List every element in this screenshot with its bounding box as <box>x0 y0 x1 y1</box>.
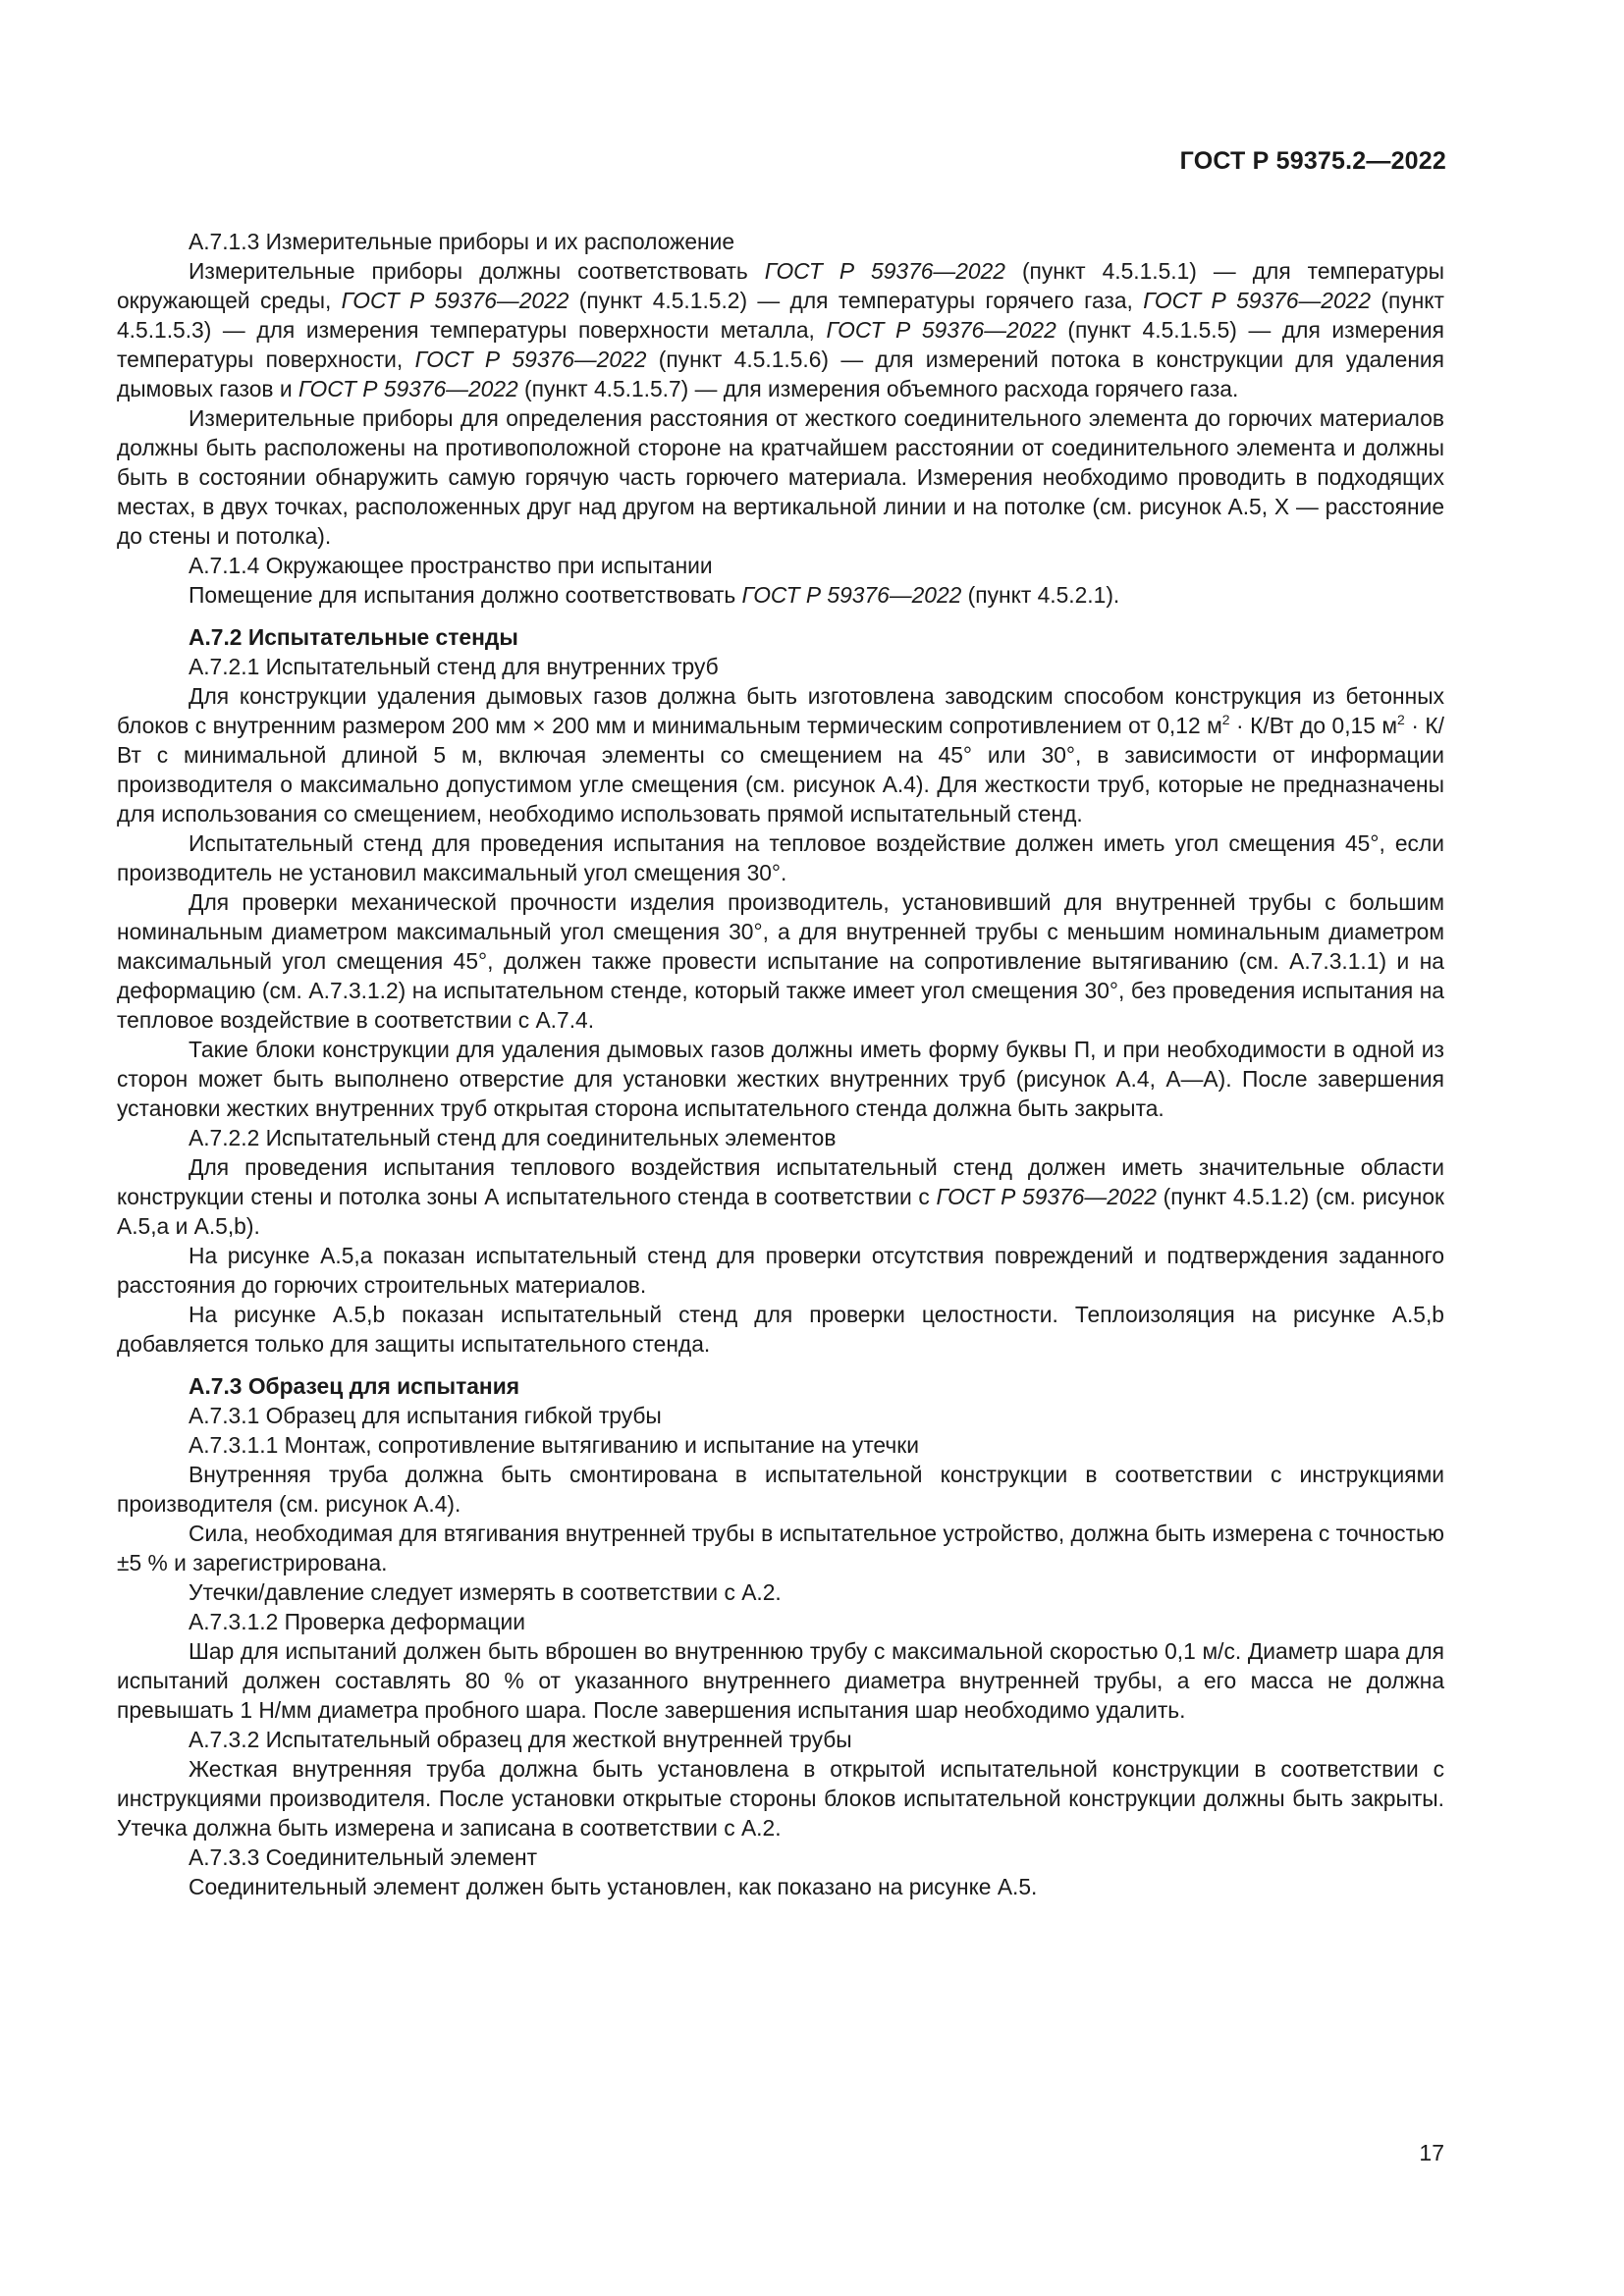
standard-reference: ГОСТ Р 59376—2022 <box>1143 288 1372 313</box>
standard-reference: ГОСТ Р 59376—2022 <box>764 258 1005 284</box>
paragraph <box>117 1577 1444 1607</box>
text-run: А.7.2 Испытательные стенды <box>189 624 518 650</box>
text-run: Жесткая внутренняя труба должна быть установлена в открытой испытательной конструкции в соответствии с инструкциями производителя. После установки открытые стороны блоков испытательной конструкции должны быть закрыты. Утечка должна быть измерена и записана в соответствии с А.2. <box>117 1756 1444 1841</box>
standard-reference: ГОСТ Р 59376—2022 <box>741 582 962 608</box>
text-run: На рисунке А.5,b показан испытательный стенд для проверки целостности. Теплоизоляция на рисунке А.5,b добавляется только для защиты испытательного стенда. <box>117 1302 1444 1357</box>
paragraph <box>117 1430 1444 1460</box>
standard-reference: ГОСТ Р 59376—2022 <box>414 347 647 372</box>
text-run: А.7.2.2 Испытательный стенд для соединительных элементов <box>189 1125 837 1150</box>
text-run: А.7.1.4 Окружающее пространство при испытании <box>189 553 713 578</box>
text-run: · К/Вт с минимальной длиной 5 м, включая элементы со смещением на 45° или 30°, в зависимости от информации производителя о максимально допустимом угле смещения (см. рисунок А.4). Для жесткости труб, которые не предназначены для использования со смещением, необходимо использовать прямой испытательный стенд. <box>117 713 1444 827</box>
standard-reference: ГОСТ Р 59376—2022 <box>936 1184 1157 1209</box>
text-run: · К/Вт до 0,15 м <box>1229 713 1398 738</box>
paragraph <box>117 551 1444 580</box>
text-run: Для конструкции удаления дымовых газов должна быть изготовлена заводским способом конструкция из бетонных блоков с внутренним размером 200 мм × 200 мм и минимальным термическим сопротивлением от 0,12 м <box>117 683 1444 738</box>
text-run: На рисунке А.5,а показан испытательный стенд для проверки отсутствия повреждений и подтверждения заданного расстояния до горючих строительных материалов. <box>117 1243 1444 1298</box>
paragraph <box>117 1607 1444 1636</box>
text-run: (пункт 4.5.1.5.5) — для измерения температуры поверхности, <box>117 317 1444 372</box>
paragraph <box>117 652 1444 681</box>
text-run: А.7.3.1.2 Проверка деформации <box>189 1609 525 1634</box>
section-heading <box>117 1371 1444 1401</box>
paragraph <box>117 1519 1444 1577</box>
paragraph <box>117 681 1444 828</box>
document-body <box>117 227 1444 1901</box>
paragraph <box>117 1754 1444 1842</box>
paragraph <box>117 887 1444 1035</box>
standard-reference: ГОСТ Р 59376—2022 <box>826 317 1056 343</box>
paragraph <box>117 227 1444 256</box>
text-run: А.7.1.3 Измерительные приборы и их расположение <box>189 229 735 254</box>
standard-reference: ГОСТ Р 59376—2022 <box>298 376 518 401</box>
text-run: (пункт 4.5.1.2) (см. рисунок А.5,а и А.5,b). <box>117 1184 1445 1239</box>
paragraph <box>117 1401 1444 1430</box>
text-run: А.7.2.1 Испытательный стенд для внутренних труб <box>189 654 719 679</box>
text-run: Для проверки механической прочности изделия производитель, установивший для внутренней трубы с большим номинальным диаметром максимальный угол смещения 30°, а для внутренней трубы с меньшим номинальным диаметром максимальный угол смещения 45°, должен также провести испытание на сопротивление вытягиванию (см. А.7.3.1.1) и на деформацию (см. А.7.3.1.2) на испытательном стенде, который также имеет угол смещения 30°, без проведения испытания на тепловое воздействие в соответствии с А.7.4. <box>117 889 1444 1033</box>
paragraph <box>117 1460 1444 1519</box>
text-run: (пункт 4.5.1.5.6) — для измерений потока в конструкции для удаления дымовых газов и <box>117 347 1444 401</box>
paragraph <box>117 1241 1444 1300</box>
text-run: А.7.3.1.1 Монтаж, сопротивление вытягиванию и испытание на утечки <box>189 1432 919 1458</box>
text-run: Шар для испытаний должен быть вброшен во внутреннюю трубу с максимальной скоростью 0,1 м/с. Диаметр шара для испытаний должен составлять 80 % от указанного внутреннего диаметра внутренней трубы, а его масса не должна превышать 1 Н/мм диаметра пробного шара. После завершения испытания шар необходимо удалить. <box>117 1638 1444 1723</box>
paragraph <box>117 1872 1444 1901</box>
paragraph <box>117 1725 1444 1754</box>
paragraph <box>117 1636 1444 1725</box>
text-run: Сила, необходимая для втягивания внутренней трубы в испытательное устройство, должна быть измерена с точностью ±5 % и зарегистрирована. <box>117 1521 1444 1575</box>
text-run: Внутренняя труба должна быть смонтирована в испытательной конструкции в соответствии с инструкциями производителя (см. рисунок А.4). <box>117 1462 1444 1517</box>
paragraph <box>117 1123 1444 1152</box>
text-run: Измерительные приборы должны соответствовать <box>189 258 765 284</box>
text-run: Такие блоки конструкции для удаления дымовых газов должны иметь форму буквы П, и при необходимости в одной из сторон может быть выполнено отверстие для установки жестких внутренних труб (рисунок А.4, А—А). После завершения установки жестких внутренних труб открытая сторона испытательного стенда должна быть закрыта. <box>117 1037 1444 1121</box>
text-run: Соединительный элемент должен быть установлен, как показано на рисунке А.5. <box>189 1874 1038 1899</box>
paragraph <box>117 403 1444 551</box>
paragraph <box>117 1035 1444 1123</box>
text-run: (пункт 4.5.2.1). <box>961 582 1120 608</box>
text-run: (пункт 4.5.1.5.7) — для измерения объемного расхода горячего газа. <box>517 376 1239 401</box>
page-number: 17 <box>1419 2140 1444 2165</box>
paragraph <box>117 1152 1444 1241</box>
text-run: А.7.3.1 Образец для испытания гибкой трубы <box>189 1403 662 1428</box>
text-run: (пункт 4.5.1.5.3) — для измерения температуры поверхности металла, <box>117 288 1444 343</box>
paragraph <box>117 1842 1444 1872</box>
text-run: А.7.3.2 Испытательный образец для жесткой внутренней трубы <box>189 1727 852 1752</box>
paragraph <box>117 580 1444 610</box>
text-run: Утечки/давление следует измерять в соответствии с А.2. <box>189 1579 782 1605</box>
superscript: 2 <box>1397 712 1405 727</box>
text-run: Для проведения испытания теплового воздействия испытательный стенд должен иметь значительные области конструкции стены и потолка зоны А испытательного стенда в соответствии с <box>117 1154 1444 1209</box>
document-code-header: ГОСТ Р 59375.2—2022 <box>1179 147 1446 175</box>
text-run: Измерительные приборы для определения расстояния от жесткого соединительного элемента до горючих материалов должны быть расположены на противоположной стороне на кратчайшем расстоянии от соединительного элемента и должны быть в состоянии обнаружить самую горячую часть горючего материала. Измерения необходимо проводить в подходящих местах, в двух точках, расположенных друг над другом на вертикальной линии и на потолке (см. рисунок А.5, X — расстояние до стены и потолка). <box>117 405 1444 549</box>
text-run: А.7.3 Образец для испытания <box>189 1373 520 1399</box>
superscript: 2 <box>1221 712 1230 727</box>
text-run: (пункт 4.5.1.5.2) — для температуры горячего газа, <box>568 288 1144 313</box>
paragraph <box>117 1300 1444 1359</box>
text-run: Помещение для испытания должно соответствовать <box>189 582 742 608</box>
text-run: А.7.3.3 Соединительный элемент <box>189 1844 538 1870</box>
section-heading <box>117 622 1444 652</box>
paragraph <box>117 256 1444 403</box>
standard-reference: ГОСТ Р 59376—2022 <box>341 288 569 313</box>
text-run: Испытательный стенд для проведения испытания на тепловое воздействие должен иметь угол смещения 45°, если производитель не установил максимальный угол смещения 30°. <box>117 830 1444 885</box>
paragraph <box>117 828 1444 887</box>
text-run: (пункт 4.5.1.5.1) — для температуры окружающей среды, <box>117 258 1444 313</box>
